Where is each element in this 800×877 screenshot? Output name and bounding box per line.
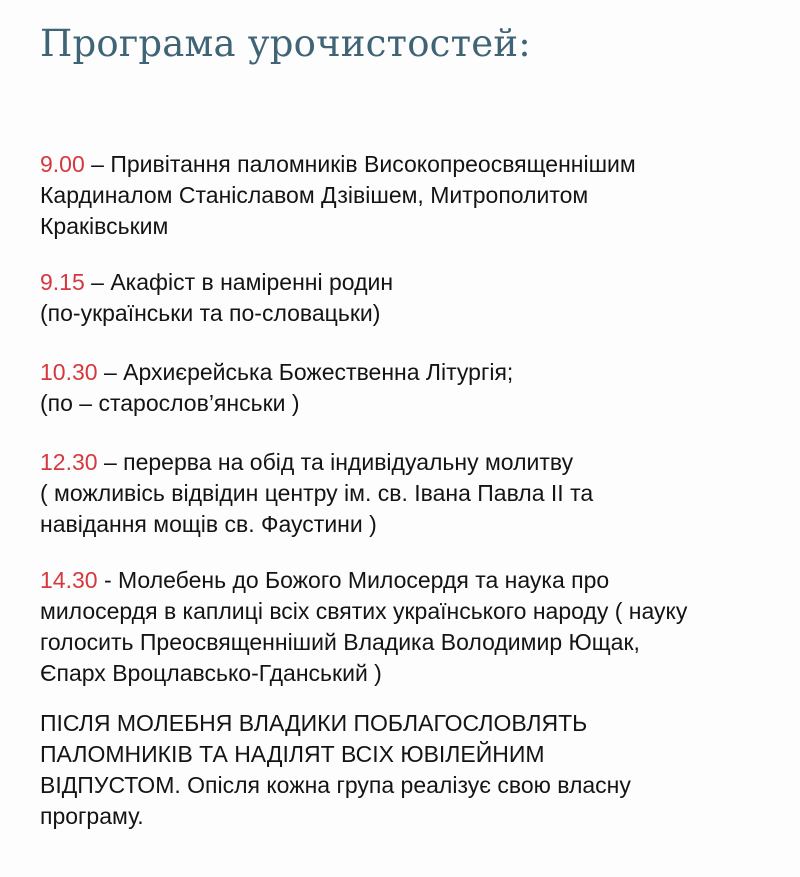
entry-line: Краківським	[40, 213, 169, 239]
schedule-entry-1230	[40, 447, 780, 540]
entry-line	[40, 267, 780, 298]
time-label: 9.15	[40, 269, 85, 295]
entry-line	[40, 149, 780, 180]
closing-line: програму.	[40, 803, 144, 829]
entry-line	[40, 357, 780, 388]
closing-line: ПАЛОМНИКІВ ТА НАДІЛЯТ ВСІХ ЮВІЛЕЙНИМ	[40, 741, 545, 767]
schedule-entry-0915	[40, 267, 780, 329]
entry-line	[40, 447, 780, 478]
entry-line: навідання мощів св. Фаустини )	[40, 511, 377, 537]
entry-line: голосить Преосвященніший Владика Володимир Ющак,	[40, 629, 640, 655]
entry-line: Єпарх Вроцлавсько-Гданський )	[40, 660, 382, 686]
closing-line: ПІСЛЯ МОЛЕБНЯ ВЛАДИКИ ПОБЛАГОСЛОВЛЯТЬ	[40, 710, 588, 736]
entry-text: – перерва на обід та індивідуальну молитву	[97, 449, 574, 475]
entry-text: – Акафіст в наміренні родин	[84, 269, 394, 295]
entry-line: милосердя в каплиці всіх святих українського народу ( науку	[40, 598, 688, 624]
time-label: 10.30	[40, 359, 98, 385]
time-label: 14.30	[40, 567, 98, 593]
time-label: 12.30	[40, 449, 98, 475]
entry-line: (по-українськи та по-словацьки)	[40, 300, 381, 326]
schedule-entry-0900	[40, 149, 780, 242]
closing-line: ВІДПУСТОМ. Опісля кожна група реалізує свою власну	[40, 772, 631, 798]
schedule-entry-1030	[40, 357, 780, 419]
entry-line: Кардиналом Станіславом Дзівішем, Митрополитом	[40, 182, 589, 208]
entry-line: ( можливісь відвідин центру ім. св. Івана Павла ІІ та	[40, 480, 594, 506]
entry-line	[40, 565, 780, 596]
time-label: 9.00	[40, 151, 85, 177]
entry-text: – Архиєрейська Божественна Літургія;	[97, 359, 514, 385]
entry-line: (по – старослов’янськи )	[40, 390, 300, 416]
entry-text: - Молебень до Божого Милосердя та наука про	[97, 567, 610, 593]
schedule-entry-1430	[40, 565, 780, 689]
entry-text: – Привітання паломників Високопреосвященнішим	[84, 151, 636, 177]
closing-note	[40, 708, 780, 832]
page-title: Програма урочистостей:	[40, 22, 531, 65]
